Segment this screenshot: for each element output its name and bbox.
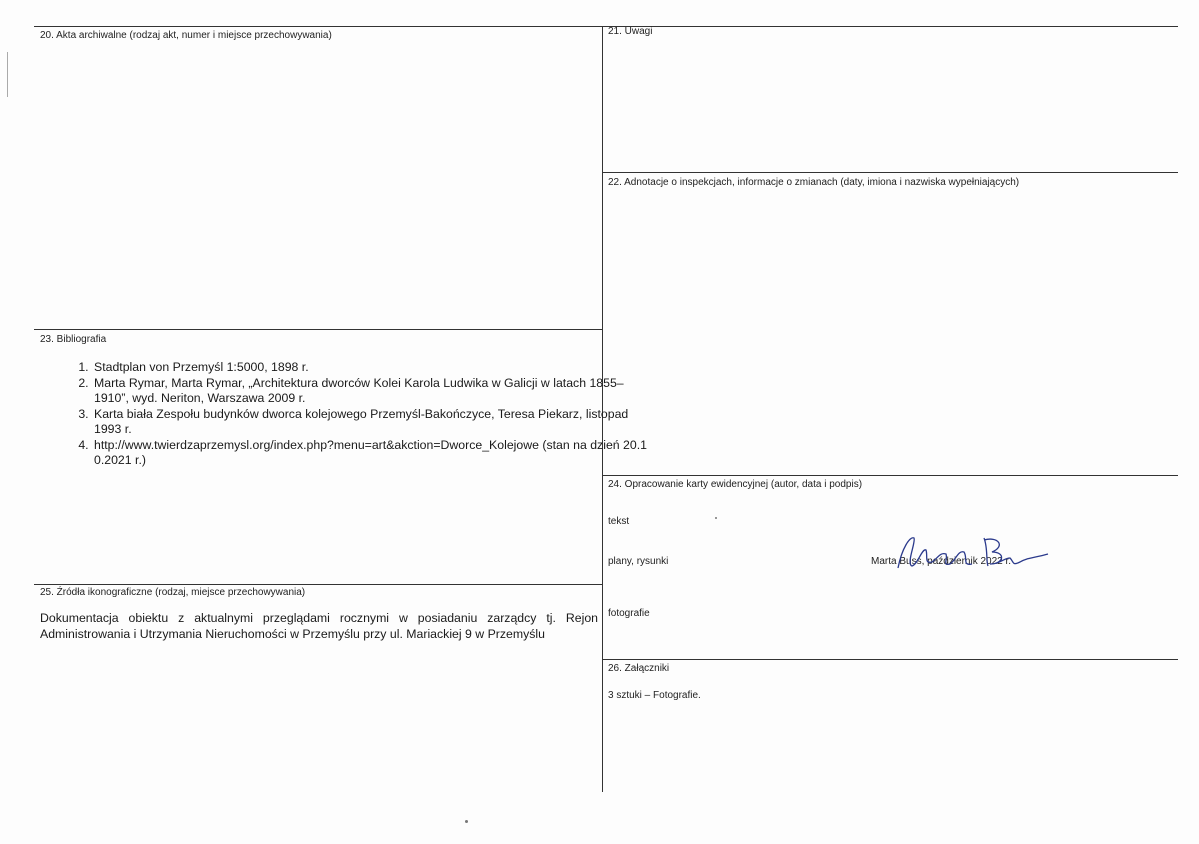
bibliography-item[interactable]: 4. http://www.twierdzaprzemysl.org/index.php?menu=art&akction=Dworce_Kolejowe (stan na dzień 20.10.2021 r.) bbox=[92, 438, 647, 469]
field-26-label: 26. Załączniki bbox=[608, 663, 670, 674]
bibliography-item: 1. Stadtplan von Przemyśl 1:5000, 1898 r. bbox=[92, 360, 647, 376]
author-date: Marta Buss, październik 2022 r. bbox=[871, 556, 1012, 567]
fotografie-label: fotografie bbox=[608, 608, 650, 619]
divider-26 bbox=[603, 659, 1178, 660]
top-border bbox=[34, 26, 1178, 27]
field-21-label: 21. Uwagi bbox=[608, 26, 653, 37]
scan-mark-left bbox=[7, 52, 8, 97]
bibliography-list bbox=[40, 360, 647, 469]
field-20-label: 20. Akta archiwalne (rodzaj akt, numer i miejsce przechowywania) bbox=[40, 30, 332, 41]
field-23-label: 23. Bibliografia bbox=[40, 334, 107, 345]
divider-24 bbox=[603, 475, 1178, 476]
divider-23 bbox=[34, 329, 603, 330]
plany-label: plany, rysunki bbox=[608, 556, 669, 567]
field-22-label: 22. Adnotacje o inspekcjach, informacje o zmianach (daty, imiona i nazwiska wypełniających) bbox=[608, 177, 1020, 188]
scan-speck bbox=[465, 820, 468, 823]
attachments-text: 3 sztuki – Fotografie. bbox=[608, 690, 701, 701]
iconographic-sources-text: Dokumentacja obiektu z aktualnymi przeglądami rocznymi w posiadaniu zarządcy tj. Rejon Administrowania i Utrzymania Nieruchomości w Przemyślu przy ul. Mariackiej 9 w Przemyślu bbox=[40, 611, 598, 641]
tekst-label: tekst bbox=[608, 516, 630, 527]
divider-25 bbox=[34, 584, 603, 585]
field-25-label: 25. Źródła ikonograficzne (rodzaj, miejsce przechowywania) bbox=[40, 587, 306, 598]
bibliography-item: 2. Marta Rymar, Marta Rymar, „Architektura dworców Kolei Karola Ludwika w Galicji w latach 1855–1910”, wyd. Neriton, Warszawa 2009 r. bbox=[92, 376, 647, 407]
scan-speck bbox=[715, 517, 717, 519]
signature bbox=[888, 528, 1058, 578]
bibliography-item: 3. Karta biała Zespołu budynków dworca kolejowego Przemyśl-Bakończyce, Teresa Piekarz, listopad 1993 r. bbox=[92, 407, 647, 438]
divider-22 bbox=[603, 172, 1178, 173]
field-24-label: 24. Opracowanie karty ewidencyjnej (autor, data i podpis) bbox=[608, 479, 863, 490]
